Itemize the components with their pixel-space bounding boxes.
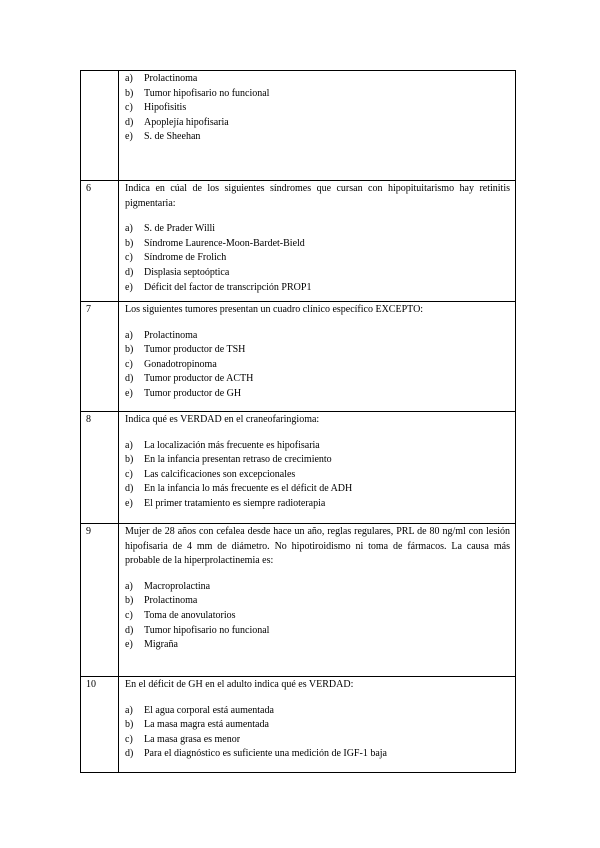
question-stem: Indica en cúal de los siguientes síndromes que cursan con hipopituitarismo hay retinitis pigmentaria: — [125, 183, 510, 209]
questions-table — [80, 70, 516, 773]
option-text: Macroprolactina — [144, 580, 211, 592]
option-text: Síndrome Laurence-Moon-Bardet-Bield — [144, 237, 305, 249]
answer-option — [125, 468, 510, 483]
option-letter: c) — [125, 252, 133, 264]
option-text: S. de Sheehan — [144, 131, 201, 143]
option-text: Toma de anovulatorios — [144, 609, 236, 621]
option-letter: d) — [125, 373, 134, 385]
option-text: La masa magra está aumentada — [144, 719, 269, 731]
option-text: El agua corporal está aumentada — [144, 704, 274, 716]
question-content — [119, 181, 516, 302]
option-letter: b) — [125, 87, 134, 99]
question-number: 10 — [81, 677, 119, 773]
answer-option — [125, 251, 510, 266]
option-letter: e) — [125, 387, 133, 399]
answer-option — [125, 372, 510, 387]
answer-option — [125, 101, 510, 116]
option-letter: e) — [125, 131, 133, 143]
option-text: Apoplejía hipofisaria — [144, 116, 229, 128]
option-text: Prolactinoma — [144, 73, 198, 84]
option-text: En la infancia lo más frecuente es el déficit de ADH — [144, 483, 353, 495]
question-content — [119, 71, 516, 181]
answer-option — [125, 130, 510, 145]
question-content — [119, 677, 516, 773]
question-stem: Los siguientes tumores presentan un cuadro clínico específico EXCEPTO: — [125, 304, 424, 315]
answer-option — [125, 222, 510, 237]
option-text: El primer tratamiento es siempre radioterapia — [144, 497, 326, 509]
answer-option — [125, 718, 510, 733]
option-text: La masa grasa es menor — [144, 733, 241, 745]
answer-option — [125, 116, 510, 131]
option-text: Prolactinoma — [144, 595, 198, 607]
option-text: Tumor productor de ACTH — [144, 373, 254, 385]
answer-option — [125, 72, 510, 87]
answer-option — [125, 237, 510, 252]
question-number: 9 — [81, 524, 119, 677]
option-letter: a) — [125, 73, 133, 84]
option-letter: b) — [125, 595, 134, 607]
question-content — [119, 524, 516, 677]
option-text: Tumor hipofisario no funcional — [144, 624, 270, 636]
question-content — [119, 412, 516, 524]
option-text: Migraña — [144, 639, 178, 651]
option-text: La localización más frecuente es hipofisaria — [144, 439, 320, 451]
question-row — [81, 302, 516, 412]
option-letter: b) — [125, 237, 134, 249]
answer-option — [125, 497, 510, 512]
question-row — [81, 412, 516, 524]
option-text: Gonadotropinoma — [144, 358, 217, 370]
option-letter: c) — [125, 102, 133, 114]
option-text: Para el diagnóstico es suficiente una medición de IGF-1 baja — [144, 748, 387, 760]
option-letter: c) — [125, 468, 133, 480]
option-text: Tumor productor de TSH — [144, 344, 246, 356]
answer-option — [125, 580, 510, 595]
answer-option — [125, 733, 510, 748]
option-letter: e) — [125, 281, 133, 293]
option-text: Displasia septoóptica — [144, 266, 230, 278]
answer-option — [125, 87, 510, 102]
answer-option — [125, 266, 510, 281]
answer-option — [125, 638, 510, 653]
question-number: 7 — [81, 302, 119, 412]
option-letter: b) — [125, 454, 134, 466]
option-text: Prolactinoma — [144, 329, 198, 341]
question-number: 6 — [81, 181, 119, 302]
option-letter: d) — [125, 116, 134, 128]
answer-option — [125, 281, 510, 296]
question-stem: En el déficit de GH en el adulto indica qué es VERDAD: — [125, 679, 354, 690]
answer-option — [125, 439, 510, 454]
option-text: S. de Prader Willi — [144, 223, 216, 235]
answer-option — [125, 358, 510, 373]
option-text: Tumor hipofisario no funcional — [144, 87, 270, 99]
question-content — [119, 302, 516, 412]
option-letter: e) — [125, 497, 133, 509]
answer-option — [125, 387, 510, 402]
question-row — [81, 677, 516, 773]
question-row — [81, 71, 516, 181]
option-letter: d) — [125, 748, 134, 760]
answer-option — [125, 453, 510, 468]
option-letter: b) — [125, 719, 134, 731]
option-letter: c) — [125, 609, 133, 621]
option-letter: c) — [125, 358, 133, 370]
option-letter: a) — [125, 704, 133, 716]
answer-option — [125, 747, 510, 762]
option-letter: a) — [125, 439, 133, 451]
option-letter: a) — [125, 223, 133, 235]
option-letter: a) — [125, 329, 133, 341]
option-letter: d) — [125, 483, 134, 495]
option-letter: a) — [125, 580, 133, 592]
answer-option — [125, 343, 510, 358]
question-stem: Indica qué es VERDAD en el craneofaringioma: — [125, 414, 320, 425]
option-text: Síndrome de Frolich — [144, 252, 227, 264]
answer-option — [125, 482, 510, 497]
option-text: Hipofisitis — [144, 102, 187, 114]
answer-option — [125, 329, 510, 344]
option-letter: d) — [125, 266, 134, 278]
option-letter: d) — [125, 624, 134, 636]
option-text: Las calcificaciones son excepcionales — [144, 468, 296, 480]
question-row — [81, 524, 516, 677]
answer-option — [125, 624, 510, 639]
question-number: 8 — [81, 412, 119, 524]
answer-option — [125, 609, 510, 624]
option-text: En la infancia presentan retraso de crecimiento — [144, 454, 332, 466]
option-text: Tumor productor de GH — [144, 387, 242, 399]
answer-option — [125, 594, 510, 609]
question-number — [81, 71, 119, 181]
option-letter: b) — [125, 344, 134, 356]
question-stem: Mujer de 28 años con cefalea desde hace un año, reglas regulares, PRL de 80 ng/ml con lesión hipofisaria de 4 mm de diámetro. No hipotiroidismo ni toma de fármacos. La causa más probable de la hiperprolactinemia es: — [125, 526, 510, 567]
option-letter: e) — [125, 639, 133, 651]
question-row — [81, 181, 516, 302]
option-letter: c) — [125, 733, 133, 745]
option-text: Déficit del factor de transcripción PROP1 — [144, 281, 312, 293]
answer-option — [125, 704, 510, 719]
